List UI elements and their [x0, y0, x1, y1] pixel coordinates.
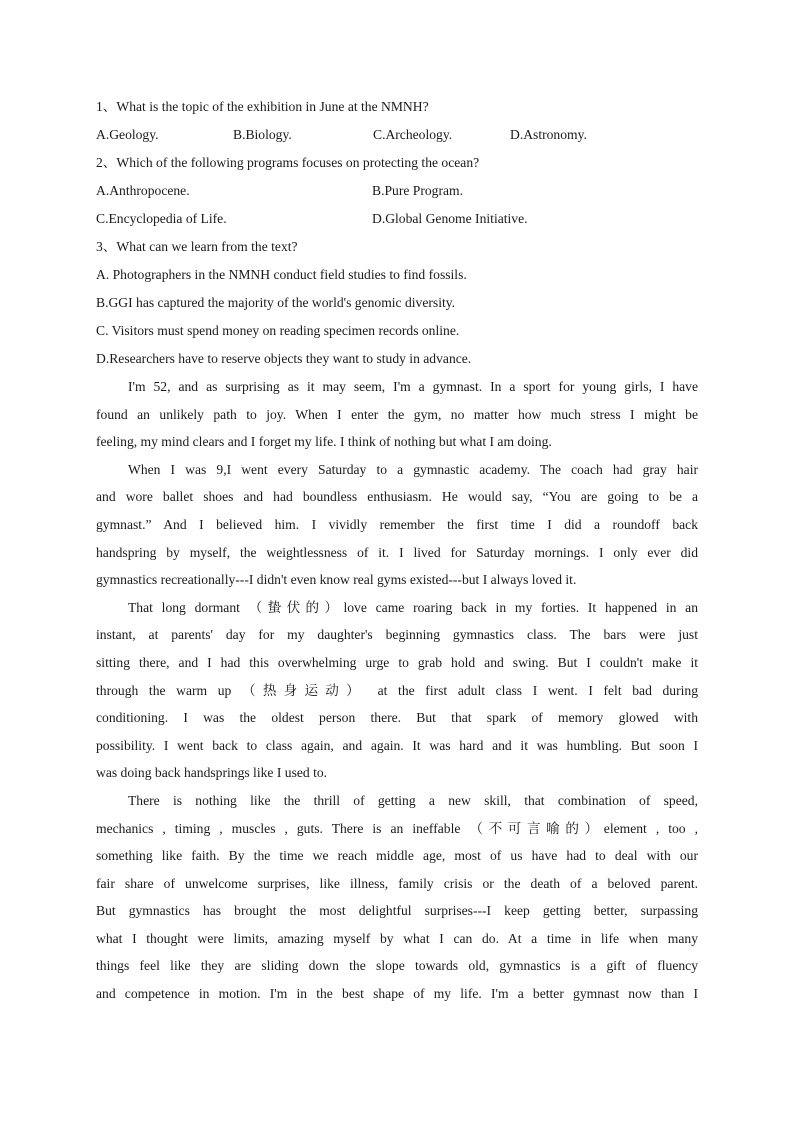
document-page	[96, 93, 698, 1008]
paragraph-line: things feel like they are sliding down the slope towards old, gymnastics is a gift of fluency	[96, 958, 698, 974]
question-1-option-a: A.Geology.	[96, 127, 159, 142]
paragraph-line: I'm 52, and as surprising as it may seem, I'm a gymnast. In a sport for young girls, I have	[128, 379, 698, 394]
passage-paragraph-4	[96, 787, 698, 1008]
question-1-stem: 1、What is the topic of the exhibition in June at the NMNH?	[96, 99, 429, 114]
paragraph-line: conditioning. I was the oldest person there. But that spark of memory glowed with	[96, 710, 698, 726]
passage-paragraph-3	[96, 594, 698, 787]
paragraph-line: handspring by myself, the weightlessness of it. I lived for Saturday mornings. I only ever did	[96, 544, 698, 560]
paragraph-line: gymnastics recreationally---I didn't even know real gyms existed---but I always loved it.	[96, 572, 577, 588]
question-1-options	[96, 121, 698, 149]
question-2-option-c: C.Encyclopedia of Life.	[96, 211, 227, 226]
question-2-options-row-2	[96, 205, 698, 233]
paragraph-line: was doing back handsprings like I used to.	[96, 765, 328, 781]
passage-paragraph-1	[96, 373, 698, 456]
question-1-option-b: B.Biology.	[233, 127, 292, 142]
paragraph-line: and competence in motion. I'm in the best shape of my life. I'm a better gymnast now than I	[96, 986, 698, 1002]
paragraph-line: found an unlikely path to joy. When I enter the gym, no matter how much stress I might be	[96, 406, 698, 422]
paragraph-line: through the warm up （热身运动） at the first adult class I went. I felt bad during	[96, 682, 698, 698]
question-3-option-a: A. Photographers in the NMNH conduct field studies to find fossils.	[96, 267, 467, 282]
question-1-option-d: D.Astronomy.	[510, 127, 587, 142]
question-2-options-row-1	[96, 177, 698, 205]
paragraph-line: gymnast.” And I believed him. I vividly remember the first time I did a roundoff back	[96, 516, 698, 532]
paragraph-line: something like faith. By the time we reach middle age, most of us have had to deal with our	[96, 848, 698, 864]
question-2-option-b: B.Pure Program.	[372, 183, 463, 198]
paragraph-line: instant, at parents' day for my daughter's beginning gymnastics class. The bars were just	[96, 627, 698, 643]
paragraph-line: and wore ballet shoes and had boundless enthusiasm. He would say, “You are going to be a	[96, 489, 698, 505]
paragraph-line: That long dormant （蛰伏的）love came roaring back in my forties. It happened in an	[128, 599, 698, 615]
passage-paragraph-2	[96, 456, 698, 594]
paragraph-line: mechanics , timing , muscles , guts. There is an ineffable （不可言喻的）element , too ,	[96, 820, 698, 836]
paragraph-line: There is nothing like the thrill of getting a new skill, that combination of speed,	[128, 792, 698, 808]
question-2-option-d: D.Global Genome Initiative.	[372, 211, 528, 226]
question-3-option-d: D.Researchers have to reserve objects they want to study in advance.	[96, 351, 472, 366]
paragraph-line: fair share of unwelcome surprises, like illness, family crisis or the death of a beloved parent.	[96, 875, 698, 891]
question-3-option-c: C. Visitors must spend money on reading specimen records online.	[96, 323, 460, 338]
paragraph-line: When I was 9,I went every Saturday to a gymnastic academy. The coach had gray hair	[128, 461, 698, 477]
question-3-option-b: B.GGI has captured the majority of the world's genomic diversity.	[96, 295, 456, 310]
paragraph-line: what I thought were limits, amazing myself by what I can do. At a time in life when many	[96, 930, 698, 946]
question-2-stem: 2、Which of the following programs focuses on protecting the ocean?	[96, 155, 480, 170]
paragraph-line: feeling, my mind clears and I forget my life. I think of nothing but what I am doing.	[96, 434, 552, 450]
question-1-option-c: C.Archeology.	[373, 127, 453, 142]
paragraph-line: sitting there, and I had this overwhelming urge to grab hold and swing. But I couldn't make it	[96, 654, 698, 670]
question-2-option-a: A.Anthropocene.	[96, 183, 190, 198]
paragraph-line: possibility. I went back to class again, and again. It was hard and it was humbling. But soon I	[96, 737, 698, 753]
question-3-stem: 3、What can we learn from the text?	[96, 239, 298, 254]
paragraph-line: But gymnastics has brought the most delightful surprises---I keep getting better, surpassing	[96, 903, 698, 919]
